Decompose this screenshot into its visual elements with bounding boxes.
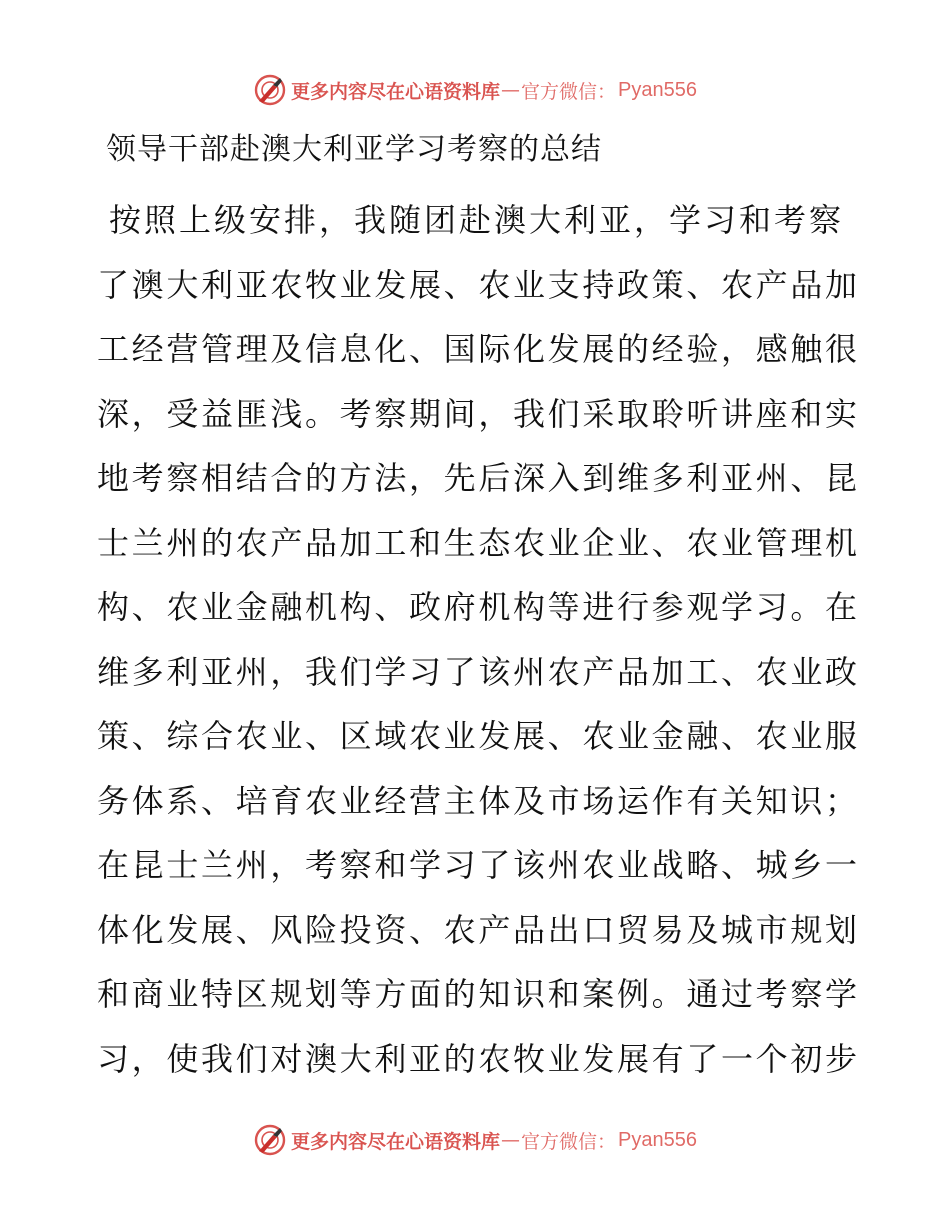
body-line-7: 构、农业金融机构、政府机构等进行参观学习。在 xyxy=(97,588,857,626)
body-line-2: 了澳大利亚农牧业发展、农业支持政策、农产品加 xyxy=(97,265,857,304)
body-line-13: 和商业特区规划等方面的知识和案例。通过考察学 xyxy=(97,975,857,1013)
body-line-3: 工经营管理及信息化、国际化发展的经验，感触很 xyxy=(97,330,857,368)
body-line-4: 深，受益匪浅。考察期间，我们采取聆听讲座和实 xyxy=(97,394,857,433)
body-line-5: 地考察相结合的方法，先后深入到维多利亚州、昆 xyxy=(97,459,857,497)
header-watermark-banner xyxy=(0,70,950,110)
watermark-wechat-id: Pyan556 xyxy=(618,78,697,101)
footer-watermark-banner xyxy=(0,1120,950,1160)
body-line-12: 体化发展、风险投资、农产品出口贸易及城市规划 xyxy=(97,910,857,949)
ink-pen-logo-icon xyxy=(253,1123,287,1157)
watermark-dash: — xyxy=(501,79,521,101)
watermark-wechat-label: 官方微信： xyxy=(521,1130,617,1153)
body-line-10: 务体系、培育农业经营主体及市场运作有关知识； xyxy=(97,781,857,820)
body-line-9: 策、综合农业、区域农业发展、农业金融、农业服 xyxy=(97,717,857,755)
watermark-brand-text: 更多内容尽在心语资料库 xyxy=(291,1130,501,1153)
body-line-6: 士兰州的农产品加工和生态农业企业、农业管理机 xyxy=(97,523,857,562)
body-line-8: 维多利亚州，我们学习了该州农产品加工、农业政 xyxy=(97,652,857,691)
watermark-wechat-id: Pyan556 xyxy=(618,1128,697,1151)
document-body xyxy=(97,188,857,1091)
watermark-dash: — xyxy=(501,1129,521,1151)
watermark-wechat-label: 官方微信： xyxy=(521,80,617,103)
body-line-14: 习，使我们对澳大利亚的农牧业发展有了一个初步 xyxy=(97,1039,857,1078)
body-line-1: 按照上级安排，我随团赴澳大利亚，学习和考察 xyxy=(109,201,845,239)
document-title: 领导干部赴澳大利亚学习考察的总结 xyxy=(106,132,602,167)
watermark-brand-text: 更多内容尽在心语资料库 xyxy=(291,80,501,103)
ink-pen-logo-icon xyxy=(253,73,287,107)
body-line-11: 在昆士兰州，考察和学习了该州农业战略、城乡一 xyxy=(97,846,857,884)
